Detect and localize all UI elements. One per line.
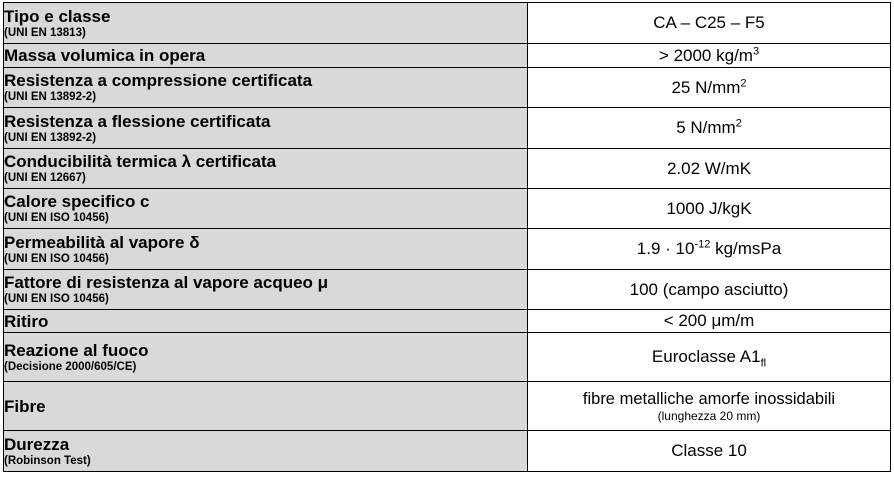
property-label: Calore specifico c [4, 192, 150, 211]
property-value: Classe 10 [671, 441, 747, 460]
property-label: Reazione al fuoco [4, 340, 149, 360]
property-label: Fibre [4, 396, 46, 416]
table-row [4, 108, 891, 149]
property-value: 100 (campo asciutto) [629, 279, 789, 299]
value-superscript: 2 [735, 117, 742, 130]
property-standard: (UNI EN 13813) [4, 26, 86, 39]
value-cell [528, 270, 891, 310]
value-superscript: -12 [694, 238, 711, 251]
property-standard: (UNI EN 12667) [4, 172, 86, 184]
property-label: Fattore di resistenza al vapore acqueo μ [4, 273, 329, 292]
value-cell [528, 333, 891, 382]
property-value: < 200 μm/m [663, 311, 755, 330]
property-value: fibre metalliche amorfe inossidabili [582, 390, 836, 408]
property-label: Tipo e classe [4, 6, 111, 26]
properties-table [3, 2, 891, 472]
table-row [4, 270, 891, 310]
property-cell [4, 270, 528, 310]
property-cell [4, 3, 528, 44]
property-value-unit: kg/msPa [710, 239, 782, 258]
table-row [4, 44, 891, 68]
property-value: 1.9 · 10 [636, 239, 695, 258]
table-row [4, 189, 891, 229]
property-standard: (UNI EN ISO 10456) [4, 293, 109, 305]
property-value: 2.02 W/mK [666, 158, 752, 178]
table-row [4, 431, 891, 472]
property-value: 1000 J/kgK [666, 198, 752, 218]
table-row [4, 229, 891, 270]
property-standard: (Decisione 2000/605/CE) [4, 360, 137, 373]
property-cell [4, 68, 528, 108]
value-cell [528, 44, 891, 68]
property-label: Massa volumica in opera [4, 46, 206, 65]
property-standard: (UNI EN ISO 10456) [4, 252, 109, 265]
value-superscript: 2 [740, 76, 747, 89]
property-cell [4, 44, 528, 68]
value-cell [528, 108, 891, 149]
value-cell [528, 3, 891, 44]
property-value: 5 N/mm [676, 118, 736, 137]
property-label: Durezza [4, 434, 70, 454]
property-label: Conducibilità termica λ certificata [4, 152, 277, 171]
table-row [4, 382, 891, 431]
table-row [4, 310, 891, 333]
property-standard: (UNI EN 13892-2) [4, 131, 97, 144]
property-value: 25 N/mm [671, 77, 741, 97]
property-standard: (Robinson Test) [4, 454, 91, 467]
table-row [4, 68, 891, 108]
property-value: CA – C25 – F5 [653, 13, 765, 32]
property-cell [4, 310, 528, 333]
property-cell [4, 108, 528, 149]
property-label: Ritiro [4, 311, 49, 331]
value-cell [528, 382, 891, 431]
value-cell [528, 189, 891, 229]
property-cell [4, 431, 528, 472]
table-row [4, 3, 891, 44]
property-label: Permeabilità al vapore δ [4, 232, 200, 252]
property-cell [4, 229, 528, 270]
value-cell [528, 431, 891, 472]
property-value-note: (lunghezza 20 mm) [657, 409, 761, 423]
property-standard: (UNI EN 13892-2) [4, 91, 97, 103]
table-row [4, 149, 891, 189]
value-cell [528, 68, 891, 108]
property-cell [4, 382, 528, 431]
property-cell [4, 189, 528, 229]
property-value: Euroclasse A1 [651, 347, 761, 366]
property-value: > 2000 kg/m [658, 45, 753, 65]
property-standard: (UNI EN ISO 10456) [4, 212, 109, 224]
table-row [4, 333, 891, 382]
property-cell [4, 333, 528, 382]
value-cell [528, 229, 891, 270]
value-subscript: fl [760, 357, 767, 370]
value-cell [528, 149, 891, 189]
property-cell [4, 149, 528, 189]
value-cell [528, 310, 891, 333]
property-label: Resistenza a compressione certificata [4, 71, 313, 90]
value-superscript: 3 [752, 44, 760, 57]
property-label: Resistenza a flessione certificata [4, 111, 271, 131]
